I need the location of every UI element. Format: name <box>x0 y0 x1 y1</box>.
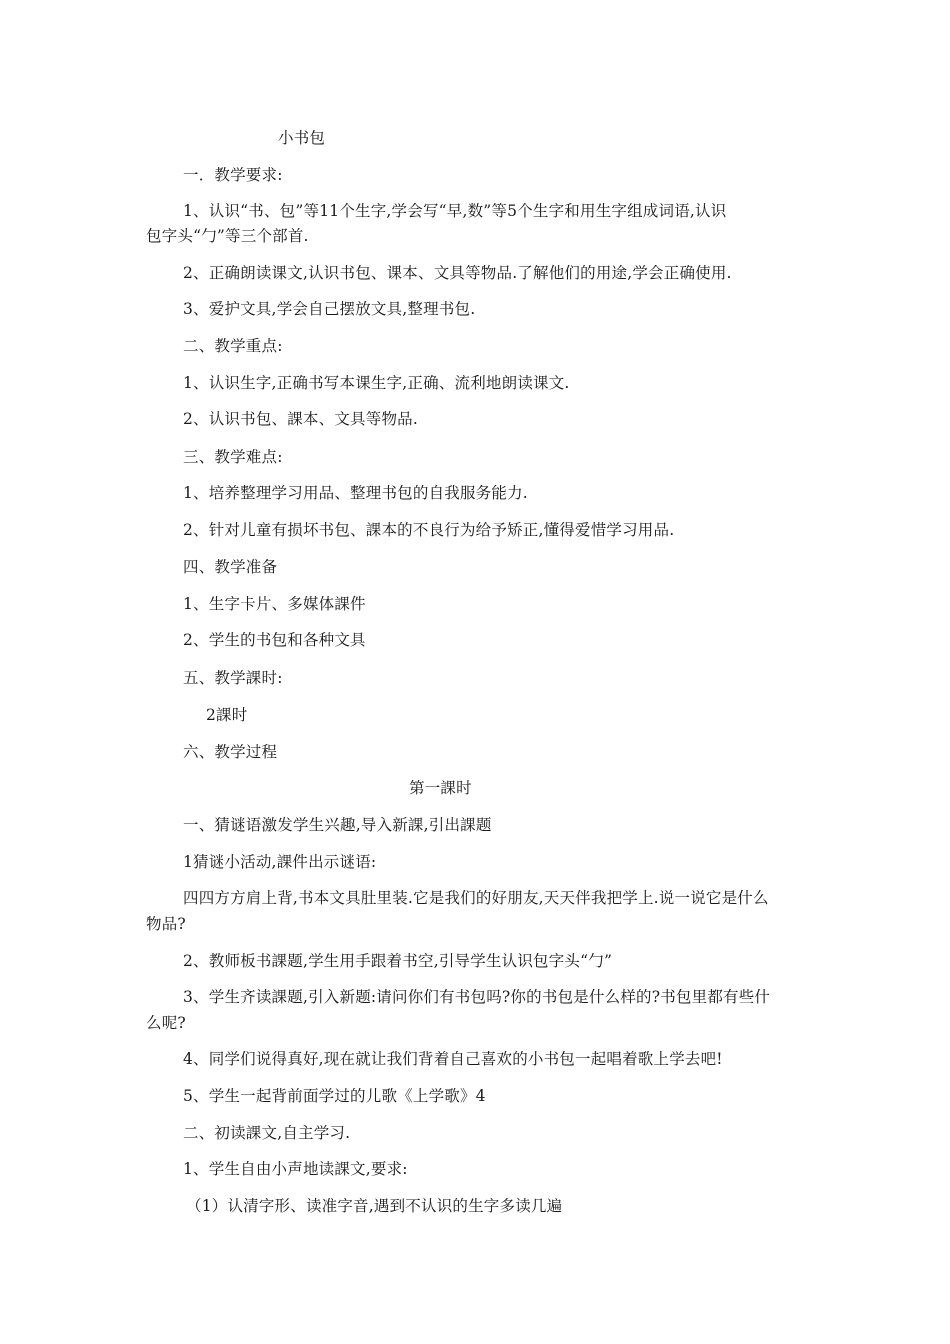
paragraph-line: 2、正确朗读课文,认识书包、课本、文具等物品.了解他们的用途,学会正确使用. <box>183 264 732 282</box>
section-heading: 五、教学課时: <box>183 669 283 687</box>
section-heading: 二、教学重点: <box>183 337 283 355</box>
paragraph-line: （1）认清字形、读准字音,遇到不认识的生字多读几遍 <box>186 1197 563 1215</box>
section-heading: 二、初读課文,自主学习. <box>183 1124 351 1142</box>
paragraph-line: 2課时 <box>206 706 248 724</box>
paragraph-line: 2、学生的书包和各种文具 <box>183 631 366 649</box>
paragraph-line: 1猜谜小活动,課件出示谜语: <box>183 853 377 871</box>
paragraph-line: 包字头“勹”等三个部首. <box>146 227 309 245</box>
section-heading: 一．教学要求: <box>183 166 283 184</box>
paragraph-line: 物品? <box>146 915 186 933</box>
paragraph-line: 2、教师板书課题,学生用手跟着书空,引导学生认识包字头“勹” <box>183 952 613 970</box>
paragraph-line: 1、认识生字,正确书写本课生字,正确、流利地朗读课文. <box>183 374 570 392</box>
paragraph-line: 1、生字卡片、多媒体課件 <box>183 595 366 613</box>
paragraph-line: 2、针对儿童有损坏书包、課本的不良行为给予矫正,懂得爱惜学习用品. <box>183 521 675 539</box>
document-title: 小书包 <box>278 129 326 147</box>
section-heading: 六、教学过程 <box>183 743 278 761</box>
paragraph-line: 么呢? <box>146 1014 186 1032</box>
paragraph-line: 5、学生一起背前面学过的儿歌《上学歌》4 <box>183 1087 486 1105</box>
paragraph-line: 1、认识“书、包”等11个生字,学会写“早,数”等5个生字和用生字组成词语,认识 <box>183 202 727 220</box>
section-heading: 四、教学准备 <box>183 558 278 576</box>
paragraph-line: 1、学生自由小声地读課文,要求: <box>183 1160 408 1178</box>
paragraph-line: 3、学生齐读課题,引入新题:请问你们有书包吗?你的书包是什么样的?书包里都有些什 <box>183 988 771 1006</box>
paragraph-line: 3、爱护文具,学会自己摆放文具,整理书包. <box>183 300 476 318</box>
lesson-subtitle: 第一課时 <box>409 779 472 797</box>
paragraph-line: 2、认识书包、課本、文具等物品. <box>183 410 418 428</box>
section-heading: 一、猜谜语激发学生兴趣,导入新課,引出課题 <box>183 816 492 834</box>
paragraph-line: 1、培养整理学习用品、整理书包的自我服务能力. <box>183 484 528 502</box>
paragraph-line: 4、同学们说得真好,现在就让我们背着自己喜欢的小书包一起唱着歌上学去吧! <box>183 1050 723 1068</box>
paragraph-line: 四四方方肩上背,书本文具肚里装.它是我们的好朋友,天天伴我把学上.说一说它是什么 <box>183 889 769 907</box>
section-heading: 三、教学难点: <box>183 448 283 466</box>
